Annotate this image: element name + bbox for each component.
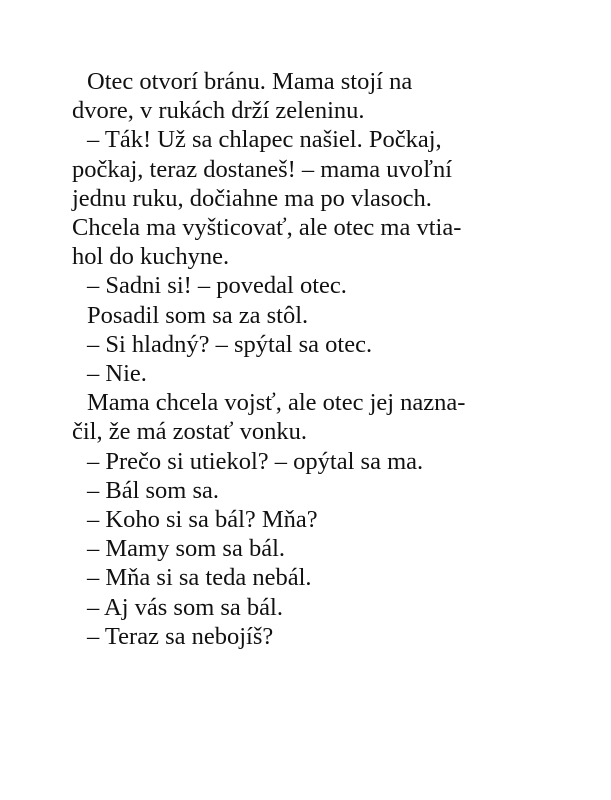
text-page (72, 67, 542, 651)
text-line: Mama chcela vojsť, ale otec jej nazna- (87, 389, 466, 417)
text-line: dvore, v rukách drží zeleninu. (72, 97, 365, 125)
text-line: Posadil som sa za stôl. (87, 301, 309, 329)
text-line: – Prečo si utiekol? – opýtal sa ma. (87, 447, 424, 475)
text-line: – Bál som sa. (87, 476, 220, 504)
text-line: jednu ruku, dočiahne ma po vlasoch. (72, 184, 432, 212)
text-line: – Sadni si! – povedal otec. (87, 272, 347, 300)
text-line: – Si hladný? – spýtal sa otec. (87, 330, 373, 358)
text-line: – Aj vás som sa bál. (87, 593, 283, 621)
text-line: – Mamy som sa bál. (87, 535, 286, 563)
text-line: čil, že má zostať vonku. (72, 418, 307, 446)
text-line: hol do kuchyne. (72, 243, 230, 271)
text-line: – Mňa si sa teda nebál. (87, 564, 312, 592)
text-line: Chcela ma vyšticovať, ale otec ma vtia- (72, 214, 462, 242)
text-line: počkaj, teraz dostaneš! – mama uvoľní (72, 155, 453, 183)
text-line: – Koho si sa bál? Mňa? (87, 506, 318, 534)
text-line: – Teraz sa nebojíš? (87, 622, 274, 650)
text-line: – Ták! Už sa chlapec našiel. Počkaj, (87, 126, 442, 154)
text-line: Otec otvorí bránu. Mama stojí na (87, 68, 413, 95)
text-line: – Nie. (87, 360, 147, 388)
